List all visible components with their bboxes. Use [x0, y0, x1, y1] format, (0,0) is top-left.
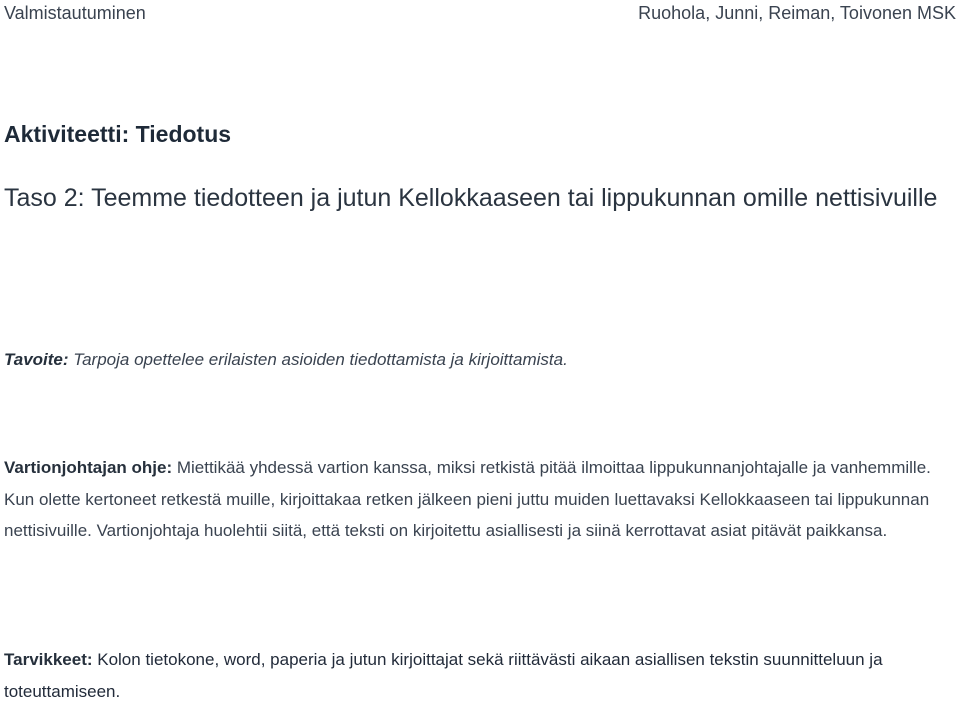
level-title: Taso 2: Teemme tiedotteen ja jutun Kellokkaaseen tai lippukunnan omille nettisivuille [4, 184, 938, 212]
activity-title: Aktiviteetti: Tiedotus [4, 121, 232, 147]
goal-text: Tarpoja opettelee erilaisten asioiden tiedottamista ja kirjoittamista. [68, 350, 568, 369]
supplies-text: Kolon tietokone, word, paperia ja jutun kirjoittajat sekä riittävästi aikaan asiallisen tekstin suunnitteluun ja toteuttamiseen. [4, 650, 883, 701]
instructions-paragraph [4, 452, 952, 547]
instructions-text: Miettikää yhdessä vartion kanssa, miksi retkistä pitää ilmoittaa lippukunnanjohtajalle ja vanhemmille. Kun olette kertoneet retkestä muille, kirjoittakaa retken jälkeen pieni juttu muiden luettavaksi Kellokkaaseen tai lippukunnan nettisivuille. Vartionjohtaja huolehtii siitä, että teksti on kirjoitettu asiallisesti ja siinä kerrottavat asiat pitävät paikkansa. [4, 458, 931, 540]
goal-label: Tavoite: [4, 350, 69, 369]
supplies-label: Tarvikkeet: [4, 650, 93, 669]
supplies-paragraph [4, 644, 944, 707]
header-authors: Ruohola, Junni, Reiman, Toivonen MSK [638, 2, 956, 23]
page-header [4, 0, 956, 26]
instructions-label: Vartionjohtajan ohje: [4, 458, 173, 477]
header-section-name: Valmistautuminen [4, 2, 146, 23]
goal-paragraph [4, 350, 944, 370]
